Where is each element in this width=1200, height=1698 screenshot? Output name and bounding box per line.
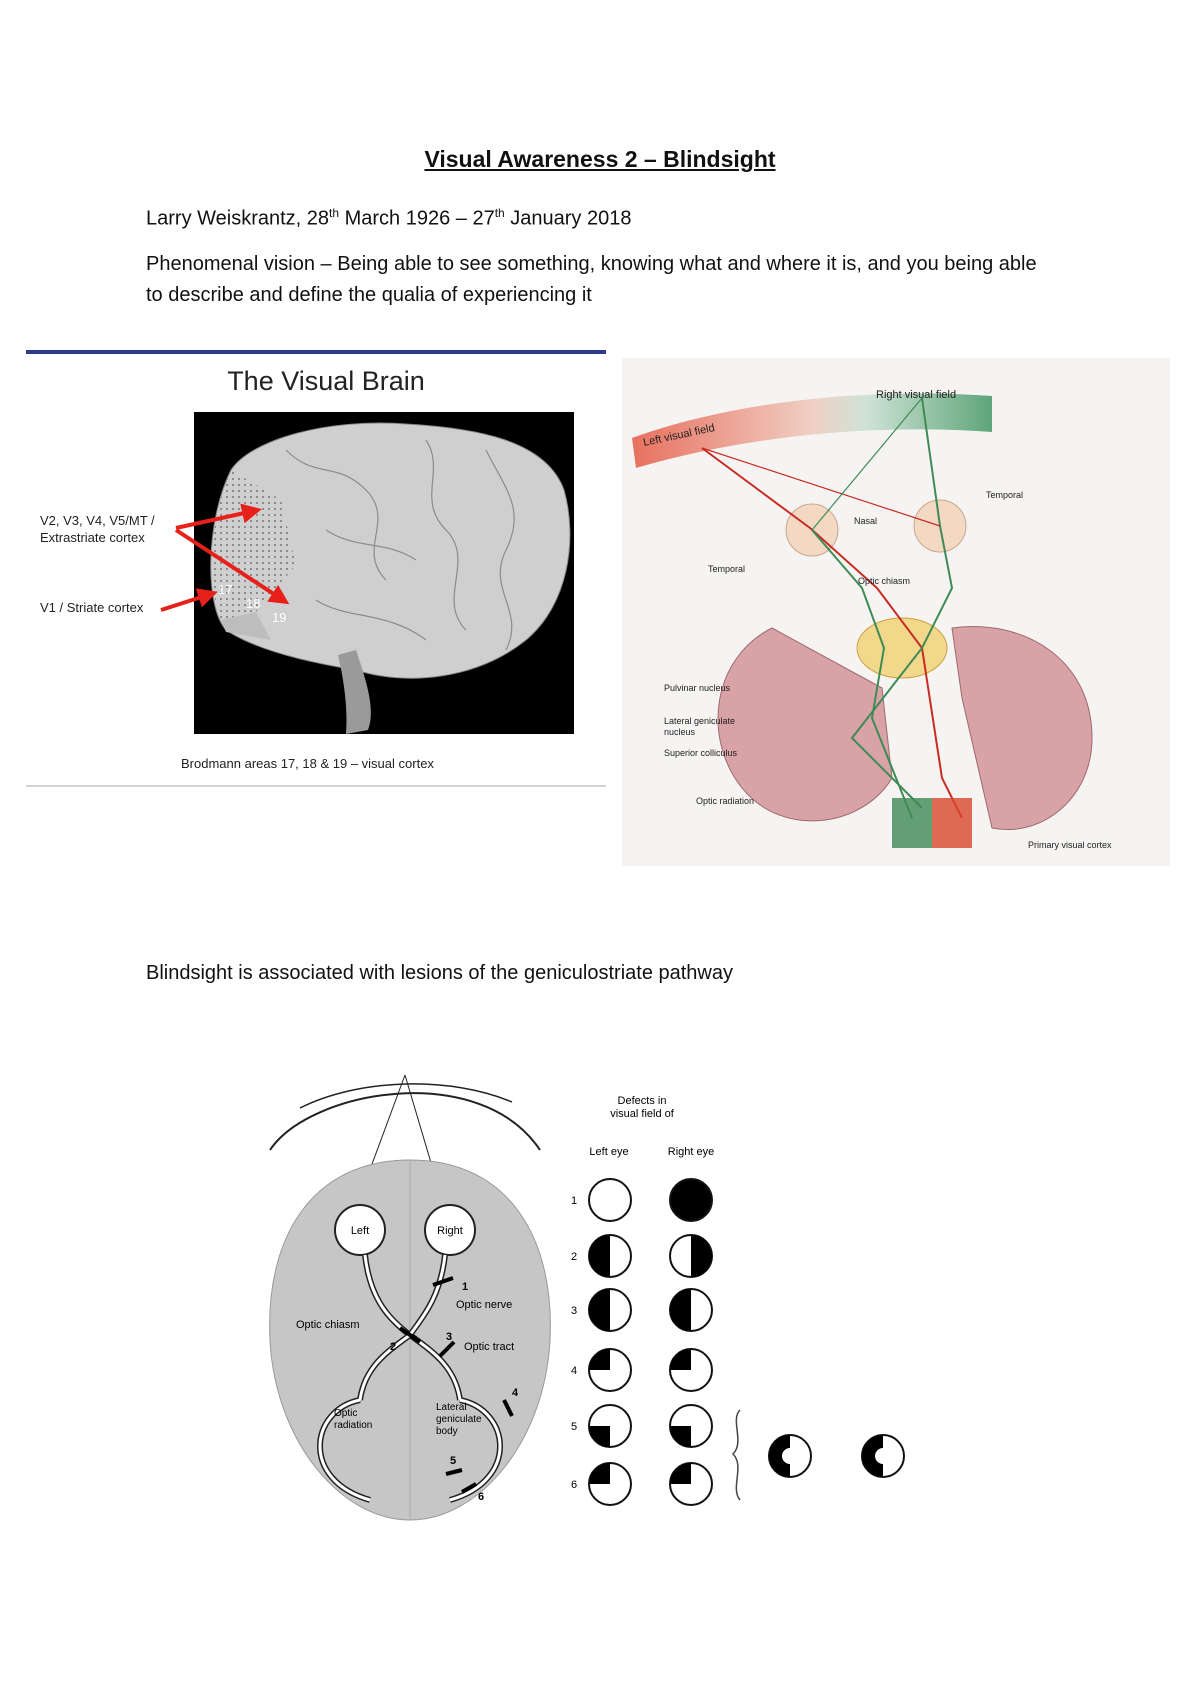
grouping-brace bbox=[733, 1410, 740, 1500]
extrastriate-label-2: Extrastriate cortex bbox=[40, 530, 145, 545]
top-banner-strip bbox=[26, 350, 606, 354]
row-4-number: 4 bbox=[571, 1365, 578, 1377]
row-1-number: 1 bbox=[571, 1195, 578, 1207]
row-3-number: 3 bbox=[571, 1305, 578, 1317]
primary-cortex-red bbox=[932, 798, 972, 848]
fig1-title: The Visual Brain bbox=[227, 366, 425, 396]
temporal-right-label: Temporal bbox=[986, 490, 1024, 500]
phenomenal-vision-definition: Phenomenal vision – Being able to see something, knowing what and where it is, and you being able to describe and define the qualia of experiencing it bbox=[146, 253, 1037, 306]
lgn-label-1: Lateral geniculate bbox=[664, 716, 736, 726]
blindsight-statement: Blindsight is associated with lesions of the geniculostriate pathway bbox=[146, 962, 733, 984]
left-visual-field-label: Left visual field bbox=[642, 422, 716, 449]
lesion-6-label: 6 bbox=[478, 1491, 485, 1503]
visual-brain-svg bbox=[26, 350, 606, 790]
lgb-label-2: geniculate bbox=[436, 1414, 482, 1425]
lgb-label-3: body bbox=[436, 1426, 458, 1437]
row-2-number: 2 bbox=[571, 1251, 578, 1263]
optic-radiation-label-1: Optic bbox=[334, 1408, 358, 1419]
left-eye-label: Left bbox=[350, 1225, 370, 1237]
lgb-label-1: Lateral bbox=[436, 1402, 467, 1413]
area-17-label: 17 bbox=[218, 582, 233, 597]
row-6-number: 6 bbox=[571, 1479, 578, 1491]
figure-visual-field-defects bbox=[565, 1090, 945, 1520]
primary-cortex-green bbox=[892, 798, 932, 848]
area-18-label: 18 bbox=[246, 596, 261, 611]
optic-nerve-label: Optic nerve bbox=[456, 1299, 513, 1311]
primary-visual-cortex-label: Primary visual cortex bbox=[1028, 840, 1112, 850]
lesion-2-label: 2 bbox=[390, 1341, 397, 1353]
defects-heading-1: Defects in bbox=[617, 1095, 667, 1107]
figure-visual-pathways bbox=[622, 358, 1170, 866]
lesion-3-label: 3 bbox=[446, 1331, 453, 1343]
right-eye-label: Right bbox=[437, 1225, 463, 1237]
fig1-caption: Brodmann areas 17, 18 & 19 – visual cortex bbox=[181, 756, 434, 771]
temporal-left-label: Temporal bbox=[708, 564, 746, 574]
optic-chiasm-label: Optic chiasm bbox=[858, 576, 911, 586]
optic-tract-label: Optic tract bbox=[464, 1341, 515, 1353]
lesion-5-label: 5 bbox=[450, 1455, 457, 1467]
lesion-sites-svg bbox=[250, 1060, 570, 1530]
field-row1-left bbox=[589, 1179, 631, 1221]
right-visual-field-label: Right visual field bbox=[876, 389, 957, 401]
lesion-4-label: 4 bbox=[512, 1387, 519, 1399]
optic-radiation-label: Optic radiation bbox=[696, 796, 755, 806]
nasal-label: Nasal bbox=[854, 516, 878, 526]
striate-label: V1 / Striate cortex bbox=[40, 600, 144, 615]
page-title: Visual Awareness 2 – Blindsight bbox=[424, 146, 776, 172]
visual-field-arc bbox=[270, 1093, 540, 1150]
dates-line: Larry Weiskrantz, 28th March 1926 – 27th January 2018 bbox=[146, 206, 632, 230]
figure-visual-brain bbox=[26, 350, 606, 790]
figure-lesion-sites bbox=[250, 1060, 570, 1530]
lesion-1-label: 1 bbox=[462, 1281, 469, 1293]
extrastriate-label-1: V2, V3, V4, V5/MT / bbox=[40, 513, 155, 528]
field-row1-right bbox=[670, 1179, 712, 1221]
optic-chiasm-label-fig3: Optic chiasm bbox=[296, 1319, 360, 1331]
defects-heading-2: visual field of bbox=[610, 1108, 674, 1120]
optic-radiation-label-2: radiation bbox=[334, 1420, 373, 1431]
superior-colliculus-label: Superior colliculus bbox=[664, 748, 738, 758]
right-hemisphere bbox=[952, 626, 1092, 829]
right-eye-heading: Right eye bbox=[667, 1146, 715, 1158]
lgn-label-2: nucleus bbox=[664, 727, 696, 737]
left-eye-heading: Left eye bbox=[589, 1146, 629, 1158]
pulvinar-label: Pulvinar nucleus bbox=[664, 683, 731, 693]
visual-field-defects-svg bbox=[565, 1090, 945, 1520]
area-19-label: 19 bbox=[272, 610, 287, 625]
visual-pathways-svg bbox=[622, 358, 1170, 866]
row-5-number: 5 bbox=[571, 1421, 578, 1433]
